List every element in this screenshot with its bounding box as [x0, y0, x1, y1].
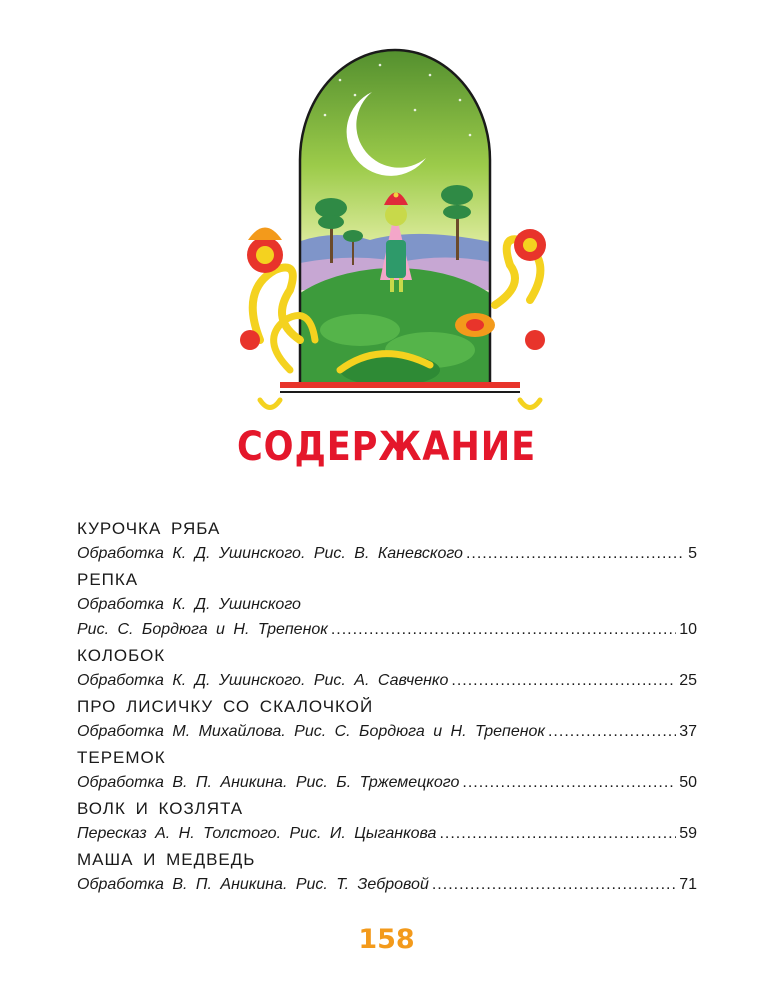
toc-story-title: ТЕРЕМОК [77, 748, 166, 767]
toc-credit-text: Рис. С. Бордюга и Н. Трепенок [77, 621, 328, 638]
toc-page-number: 10 [679, 621, 697, 638]
toc-entry [77, 567, 697, 643]
toc-credit-text: Обработка М. Михайлова. Рис. С. Бордюга и Н. Трепенок [77, 723, 545, 740]
toc-entry [77, 745, 697, 796]
toc-credit-line [77, 720, 697, 745]
toc-credit-line [77, 542, 697, 567]
table-of-contents [77, 516, 697, 898]
dot-leader [451, 669, 676, 693]
toc-entry [77, 796, 697, 847]
toc-page-number: 59 [679, 825, 697, 842]
toc-credit-text: Обработка К. Д. Ушинского. Рис. А. Савченко [77, 672, 449, 689]
toc-credit-line [77, 771, 697, 796]
dot-leader [462, 771, 676, 795]
toc-entry [77, 516, 697, 567]
toc-entry [77, 847, 697, 898]
toc-page-number: 50 [679, 774, 697, 791]
toc-credit-text: Пересказ А. Н. Толстого. Рис. И. Цыганкова [77, 825, 437, 842]
toc-page-number: 5 [688, 545, 697, 562]
toc-story-title: ВОЛК И КОЗЛЯТА [77, 799, 244, 818]
toc-story-title: ПРО ЛИСИЧКУ СО СКАЛОЧКОЙ [77, 697, 374, 716]
toc-entry [77, 694, 697, 745]
toc-page-number: 37 [679, 723, 697, 740]
toc-credit-line [77, 593, 697, 618]
toc-credit-line [77, 669, 697, 694]
toc-story-title: РЕПКА [77, 570, 139, 589]
toc-story-title: КУРОЧКА РЯБА [77, 519, 221, 538]
dot-leader [466, 542, 685, 566]
dot-leader [331, 618, 676, 642]
toc-credit-text: Обработка К. Д. Ушинского [77, 596, 301, 613]
page-number: 158 [358, 924, 415, 955]
toc-credit-text: Обработка В. П. Аникина. Рис. Б. Тржемецкого [77, 774, 460, 791]
toc-credit-line [77, 822, 697, 847]
toc-page-number: 71 [679, 876, 697, 893]
dot-leader [432, 873, 676, 897]
toc-story-title: МАША И МЕДВЕДЬ [77, 850, 256, 869]
toc-credit-line [77, 618, 697, 643]
dot-leader [548, 720, 676, 744]
frog-princess-illustration [230, 40, 560, 430]
toc-credit-text: Обработка В. П. Аникина. Рис. Т. Зебровой [77, 876, 429, 893]
toc-entry [77, 643, 697, 694]
toc-credit-text: Обработка К. Д. Ушинского. Рис. В. Каневского [77, 545, 463, 562]
toc-page-number: 25 [679, 672, 697, 689]
toc-credit-line [77, 873, 697, 898]
toc-story-title: КОЛОБОК [77, 646, 166, 665]
dot-leader [439, 822, 676, 846]
page-title: СОДЕРЖАНИЕ [236, 424, 537, 470]
